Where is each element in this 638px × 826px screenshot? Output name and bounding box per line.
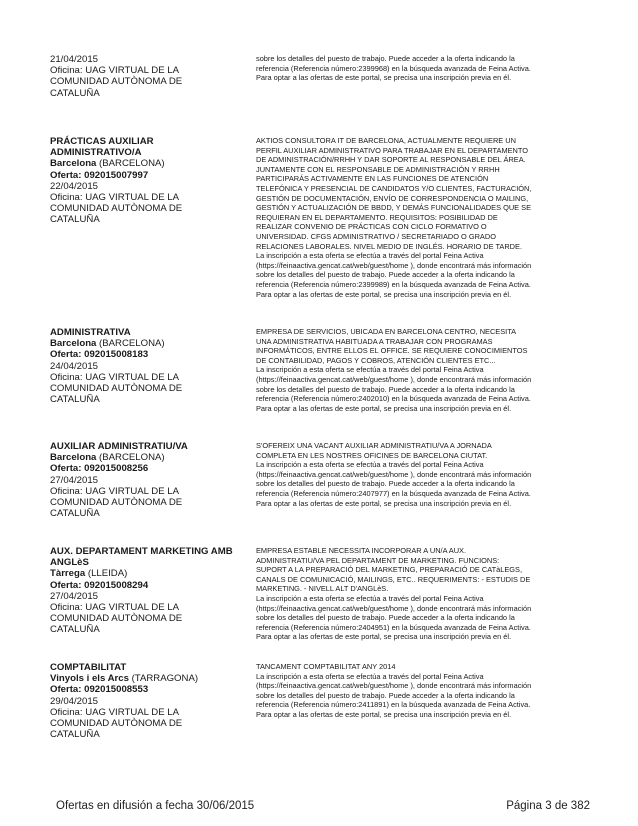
description-line: referencia (Referencia número:2411891) en la búsqueda avanzada de Feina Activa. [256,700,531,710]
description-line: Para optar a las ofertas de este portal, se precisa una inscripción previa en él. [256,289,512,299]
description-line: AKTIOS CONSULTORA IT DE BARCELONA, ACTUALMENTE REQUIERE UN [256,136,516,145]
location-province: (BARCELONA) [96,452,165,464]
offer-left-column [50,136,250,226]
description-line: sobre los detalles del puesto de trabajo. Puede acceder a la oferta indicando la [256,613,515,623]
description-line: referencia (Referencia número:2399989) en la búsqueda avanzada de Feina Activa. [256,279,531,289]
footer-date-note: Ofertas en difusión a fecha 30/06/2015 [56,800,255,812]
offer-office: COMUNIDAD AUTÒNOMA DE [50,497,183,509]
description-line: (https://feinaactiva.gencat.cat/web/guest/home ), donde encontrará más información [256,374,532,384]
offer-left-column [50,441,250,519]
offer-left-column [50,54,250,99]
location-city: Vinyols i els Arcs [50,673,129,685]
offer-description [256,662,602,720]
offer-description [256,441,602,508]
description-line: UNA ADMINISTRATIVA HABITUADA A TRABAJAR CON PROGRAMAS [256,336,493,346]
description-line: (https://feinaactiva.gencat.cat/web/guest/home ), donde encontrará más información [256,681,532,691]
offer-left-column [50,662,250,740]
offer-title: PRÁCTICAS AUXILIAR [50,136,154,147]
oferta-label: Oferta: [50,169,82,181]
offer-office: Oficina: UAG VIRTUAL DE LA [50,65,180,77]
offer-office: Oficina: UAG VIRTUAL DE LA [50,192,180,204]
description-line: La inscripción a esta oferta se efectúa a través del portal Feina Activa [256,251,484,261]
description-line: EMPRESA DE SERVICIOS, UBICADA EN BARCELONA CENTRO, NECESITA [256,327,517,336]
description-line: Para optar a las ofertas de este portal, se precisa una inscripción previa en él. [256,73,512,83]
description-line: referencia (Referencia número:2407977) en la búsqueda avanzada de Feina Activa. [256,488,531,498]
offer-description [256,546,602,642]
description-line: TELEFÓNICA Y PRESENCIAL DE CANDIDATOS Y/O CLIENTES, FACTURACIÓN, [256,183,532,193]
offer-office: CATALUÑA [50,394,100,406]
description-line: GESTIÓN DE DOCUMENTACIÓN, ENVÍO DE CORRESPONDENCIA O MAILING, [256,193,529,203]
offer-location [50,158,250,169]
offer-date: 27/04/2015 [50,474,99,486]
oferta-number: 092015008256 [84,463,149,475]
description-line: (https://feinaactiva.gencat.cat/web/guest/home ), donde encontrará más información [256,260,532,270]
offer-number [50,684,250,695]
offer-title: COMPTABILITAT [50,662,127,673]
description-line: SUPORT A LA PREPARACIÓ DEL MARKETING, PREPARACIÓ DE CATàLEGS, [256,565,522,575]
offer-description [256,136,602,299]
description-line: TANCAMENT COMPTABILITAT ANY 2014 [256,662,396,671]
description-line: La inscripción a esta oferta se efectúa a través del portal Feina Activa [256,365,484,375]
offer-office: COMUNIDAD AUTÒNOMA DE [50,383,183,395]
offer-left-column [50,327,250,405]
oferta-number: 092015008553 [84,684,149,696]
description-line: PERFIL AUXILIAR ADMINISTRATIVO PARA TRABAJAR EN EL DEPARTAMENTO [256,145,529,155]
offer-location [50,673,250,684]
oferta-number: 092015007997 [84,169,149,181]
location-province: (BARCELONA) [96,158,165,170]
description-line: La inscripción a esta oferta se efectúa a través del portal Feina Activa [256,593,484,603]
offer-date: 22/04/2015 [50,180,99,192]
oferta-label: Oferta: [50,463,82,475]
offer-title: AUXILIAR ADMINISTRATIU/VA [50,441,188,452]
description-line: sobre los detalles del puesto de trabajo. Puede acceder a la oferta indicando la [256,270,515,280]
description-line: PARTICIPARÁS ACTIVAMENTE EN LAS FUNCIONES DE ATENCIÓN [256,174,489,184]
description-line: referencia (Referencia número:2402010) en la búsqueda avanzada de Feina Activa. [256,394,531,404]
location-province: (LLEIDA) [85,568,128,580]
offer-location [50,452,250,463]
description-line: Para optar a las ofertas de este portal, se precisa una inscripción previa en él. [256,498,512,508]
description-line: COMPLETA EN LES NOSTRES OFICINES DE BARCELONA CIUTAT. [256,450,488,460]
offer-date: 29/04/2015 [50,695,99,707]
description-line: REALIZAR CONVENIO DE PRÁCTICAS CON CICLO FORMATIVO O [256,222,487,232]
offer-location [50,568,250,579]
offer-office: Oficina: UAG VIRTUAL DE LA [50,602,180,614]
oferta-number: 092015008294 [84,579,149,591]
offer-office: Oficina: UAG VIRTUAL DE LA [50,371,180,383]
description-line: UNIVERSIDAD. CFGS ADMINISTRATIVO / SECRETARIADO O GRADO [256,231,496,241]
description-line: ADMINISTRATIU/VA PEL DEPARTAMENT DE MARKETING. FUNCIONS: [256,555,500,565]
description-line: REQUIERAN EN EL DEPARTAMENTO. REQUISITOS: POSIBILIDAD DE [256,212,498,222]
description-line: Para optar a las ofertas de este portal, se precisa una inscripción previa en él. [256,709,512,719]
offer-number [50,170,250,181]
description-line: sobre los detalles del puesto de trabajo. Puede acceder a la oferta indicando la [256,384,515,394]
location-city: Tàrrega [50,568,86,580]
location-city: Barcelona [50,452,97,464]
offer-title: ANGLèS [50,557,89,569]
description-line: referencia (Referencia número:2399968) en la búsqueda avanzada de Feina Activa. [256,63,531,73]
description-line: (https://feinaactiva.gencat.cat/web/guest/home ), donde encontrará más información [256,469,532,479]
offer-office: COMUNIDAD AUTÒNOMA DE [50,203,183,215]
offer-number [50,463,250,474]
offer-number [50,349,250,360]
offer-office: CATALUÑA [50,624,100,636]
description-line: DE ADMINISTRACIÓN/RRHH Y DAR SOPORTE AL RESPONSABLE DEL ÁREA. [256,155,526,165]
offer-office: COMUNIDAD AUTÒNOMA DE [50,613,183,625]
offer-number [50,580,250,591]
description-line: DE CONTABILIDAD, PAGOS Y COBROS, ATENCIÓN CLIENTES ETC... [256,355,496,365]
description-line: referencia (Referencia número:2404951) en la búsqueda avanzada de Feina Activa. [256,622,531,632]
offer-date: 27/04/2015 [50,590,99,602]
description-line: CANALS DE COMUNICACIÓ, MAILINGS, ETC.. REQUERIMENTS: - ESTUDIS DE [256,574,531,584]
location-city: Barcelona [50,338,97,350]
offer-title: AUX. DEPARTAMENT MARKETING AMB [50,546,233,557]
description-line: EMPRESA ESTABLE NECESSITA INCORPORAR A UN/A AUX. [256,546,467,555]
offer-date: 24/04/2015 [50,360,99,372]
offer-office: Oficina: UAG VIRTUAL DE LA [50,706,180,718]
description-line: JUNTAMENTE CON EL RESPONSABLE DE ADMINISTRACIÓN Y RRHH [256,164,500,174]
description-line: (https://feinaactiva.gencat.cat/web/guest/home ), donde encontrará más información [256,603,532,613]
offer-office: CATALUÑA [50,214,100,226]
description-line: GESTIÓN Y ACTUALIZACIÓN DE BBDD, Y DEMÁS FUNCIONALIDADES QUE SE [256,203,532,213]
offer-location [50,338,250,349]
description-line: sobre los detalles del puesto de trabajo. Puede acceder a la oferta indicando la [256,479,515,489]
oferta-label: Oferta: [50,579,82,591]
description-line: INFORMÁTICOS, ENTRE ELLOS EL OFFICE. SE REQUIERE CONOCIMIENTOS [256,346,528,356]
location-province: (BARCELONA) [96,338,165,350]
offer-office: COMUNIDAD AUTÒNOMA DE [50,76,183,88]
description-line: MARKETING. - NIVELL ALT D'ANGLèS. [256,584,389,594]
description-line: Para optar a las ofertas de este portal, se precisa una inscripción previa en él. [256,403,512,413]
page-number: Página 3 de 382 [506,800,590,812]
description-line: Para optar a las ofertas de este portal, se precisa una inscripción previa en él. [256,632,512,642]
description-line: sobre los detalles del puesto de trabajo. Puede acceder a la oferta indicando la [256,690,515,700]
offer-office: COMUNIDAD AUTÒNOMA DE [50,718,183,730]
description-line: sobre los detalles del puesto de trabajo. Puede acceder a la oferta indicando la [256,54,515,63]
offer-office: CATALUÑA [50,729,100,741]
offer-date: 21/04/2015 [50,54,99,65]
description-line: S'OFEREIX UNA VACANT AUXILIAR ADMINISTRATIU/VA A JORNADA [256,441,492,450]
description-line: La inscripción a esta oferta se efectúa a través del portal Feina Activa [256,460,484,470]
offer-description [256,54,602,83]
oferta-label: Oferta: [50,684,82,696]
location-province: (TARRAGONA) [128,673,199,685]
offer-office: Oficina: UAG VIRTUAL DE LA [50,485,180,497]
description-line: La inscripción a esta oferta se efectúa a través del portal Feina Activa [256,671,484,681]
offer-title: ADMINISTRATIVO/A [50,147,142,159]
oferta-label: Oferta: [50,349,82,361]
oferta-number: 092015008183 [84,349,149,361]
location-city: Barcelona [50,158,97,170]
offer-office: CATALUÑA [50,508,100,520]
description-line: RELACIONES LABORALES. NIVEL MEDIO DE INGLÉS. HORARIO DE TARDE. [256,241,522,251]
offer-title: ADMINISTRATIVA [50,327,131,338]
offer-left-column [50,546,250,636]
offer-description [256,327,602,413]
offer-office: CATALUÑA [50,87,100,99]
